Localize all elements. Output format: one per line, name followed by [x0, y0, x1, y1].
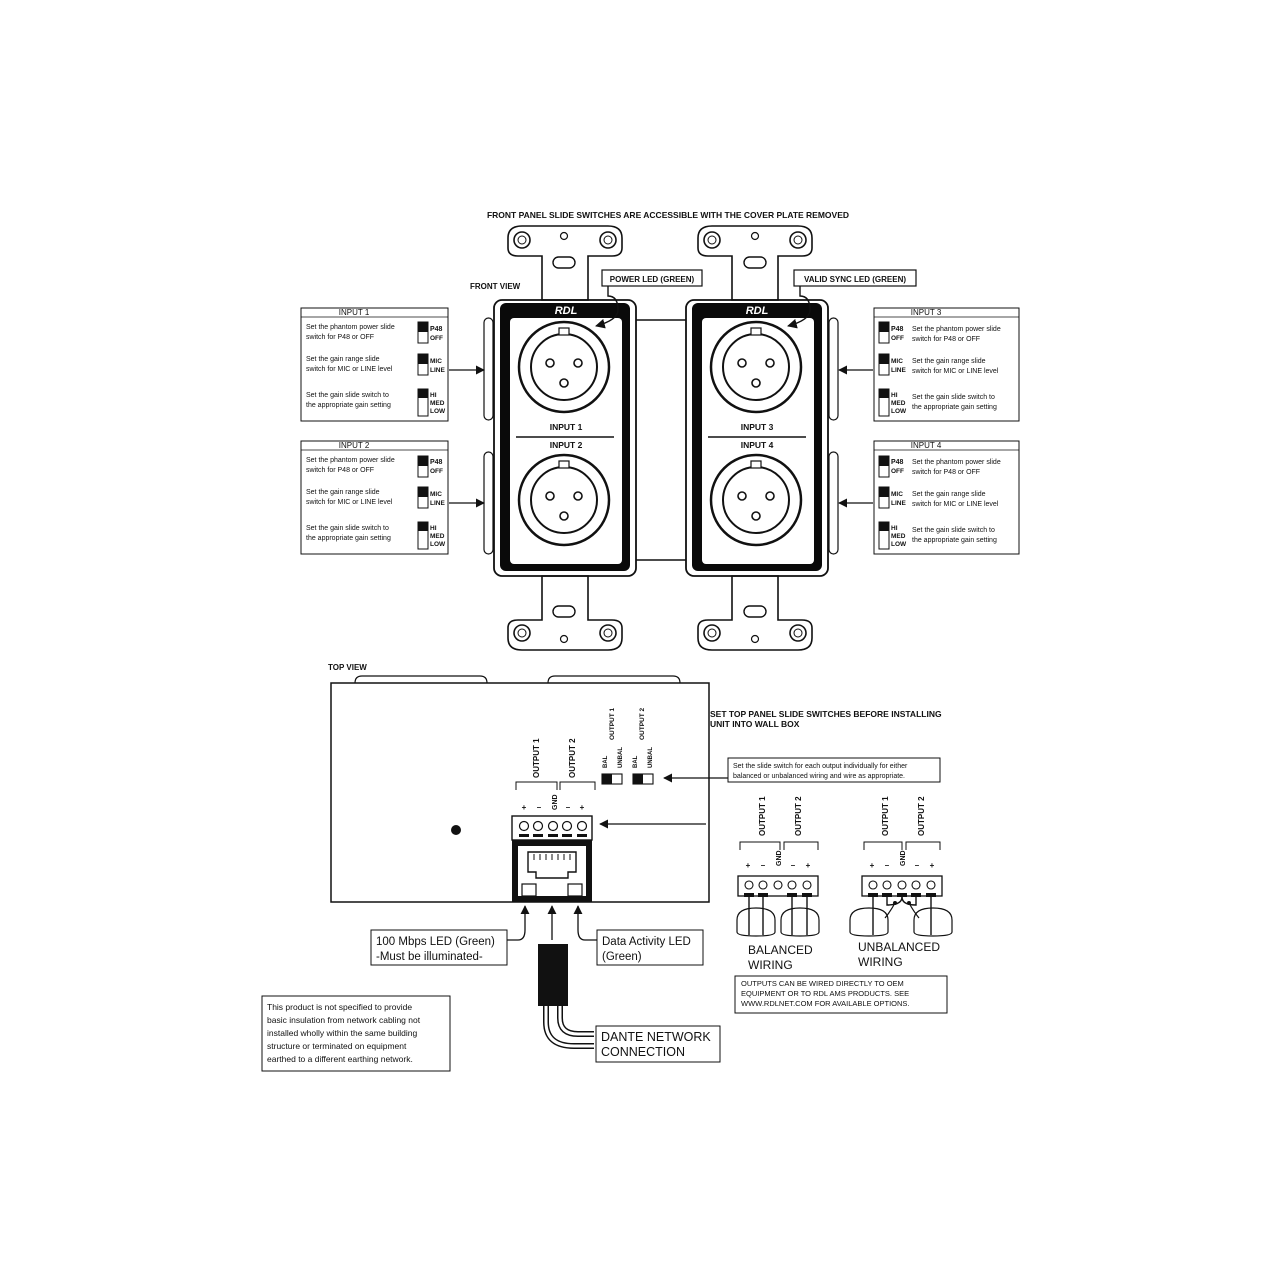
input2-range-line2: switch for MIC or LINE level — [306, 499, 393, 506]
input4-hi: HI — [891, 525, 898, 532]
input2-phantom-line1: Set the phantom power slide — [306, 457, 395, 464]
led-100mbps-line1: 100 Mbps LED (Green) — [376, 936, 495, 948]
input1-range-line1: Set the gain range slide — [306, 356, 380, 363]
insulation-note-line2: basic insulation from network cabling not — [267, 1015, 421, 1025]
chassis-pin-plus-2: + — [579, 803, 585, 812]
jack-label-input1: INPUT 1 — [549, 422, 583, 432]
chassis-output2-label: OUTPUT 2 — [568, 738, 577, 778]
jack-label-input3: INPUT 3 — [740, 422, 774, 432]
input4-range-line1: Set the gain range slide — [912, 491, 986, 498]
switch-output1-label: OUTPUT 1 — [609, 707, 616, 740]
input1-phantom-line2: switch for P48 or OFF — [306, 334, 375, 341]
front-view-label: FRONT VIEW — [470, 282, 521, 291]
input3-med: MED — [891, 400, 906, 407]
input3-hi: HI — [891, 392, 898, 399]
slide-note-line1: Set the slide switch for each output individually for either — [733, 763, 908, 770]
slide-note-line2: balanced or unbalanced wiring and wire as appropriate. — [733, 773, 905, 780]
input3-low: LOW — [891, 408, 907, 415]
chassis-pin-minus-2: – — [565, 803, 571, 812]
dante-network-line1: DANTE NETWORK — [601, 1030, 711, 1044]
insulation-note-line4: structure or terminated on equipment — [267, 1041, 407, 1051]
bal-unbal-switches — [602, 774, 653, 784]
input2-p48: P48 — [430, 459, 443, 466]
data-activity-line2: (Green) — [602, 951, 642, 963]
unbalanced-wiring-line2: WIRING — [858, 955, 903, 969]
input3-phantom-line2: switch for P48 or OFF — [912, 336, 981, 343]
input1-line: LINE — [430, 367, 445, 374]
chassis-pin-gnd: GND — [552, 794, 559, 810]
input1-phantom-line1: Set the phantom power slide — [306, 324, 395, 331]
input1-range-line2: switch for MIC or LINE level — [306, 366, 393, 373]
insulation-note-line1: This product is not specified to provide — [267, 1002, 413, 1012]
outputs-note-line2: EQUIPMENT OR TO RDL AMS PRODUCTS. SEE — [741, 989, 910, 998]
page-heading: FRONT PANEL SLIDE SWITCHES ARE ACCESSIBLE WITH THE COVER PLATE REMOVED — [486, 210, 850, 220]
switch2-unbal: UNBAL — [648, 747, 654, 768]
ethernet-cable — [538, 944, 594, 1046]
input4-med: MED — [891, 533, 906, 540]
input3-range-line2: switch for MIC or LINE level — [912, 368, 999, 375]
input3-p48: P48 — [891, 326, 904, 333]
balanced-output1-label: OUTPUT 1 — [758, 796, 767, 836]
insulation-note-line5: earthed to a different earthing network. — [267, 1054, 413, 1064]
input2-low: LOW — [430, 541, 446, 548]
input4-mic: MIC — [891, 491, 903, 498]
input2-gain-line2: the appropriate gain setting — [306, 535, 391, 542]
led-100mbps-line2: -Must be illuminated- — [376, 951, 483, 963]
outputs-note-line3: WWW.RDLNET.COM FOR AVAILABLE OPTIONS. — [741, 999, 910, 1008]
input2-phantom-line2: switch for P48 or OFF — [306, 467, 375, 474]
input3-box-title: INPUT 3 — [910, 308, 942, 317]
input3-range-line1: Set the gain range slide — [912, 358, 986, 365]
input1-off: OFF — [430, 335, 443, 342]
balanced-wiring-diagram — [737, 876, 819, 936]
input4-off: OFF — [891, 468, 904, 475]
input4-p48: P48 — [891, 459, 904, 466]
unbalanced-output1-label: OUTPUT 1 — [881, 796, 890, 836]
input3-gain-line2: the appropriate gain setting — [912, 404, 997, 411]
input2-range-line1: Set the gain range slide — [306, 489, 380, 496]
input2-hi: HI — [430, 525, 437, 532]
input3-gain-line1: Set the gain slide switch to — [912, 394, 995, 401]
input4-line: LINE — [891, 500, 906, 507]
terminal-block — [512, 816, 592, 840]
input1-low: LOW — [430, 408, 446, 415]
input3-mic: MIC — [891, 358, 903, 365]
switch1-unbal: UNBAL — [618, 747, 624, 768]
top-panel-note-line1: SET TOP PANEL SLIDE SWITCHES BEFORE INSTALLING — [710, 709, 942, 719]
insulation-note-line3: installed wholly within the same building — [267, 1028, 418, 1038]
input4-box-title: INPUT 4 — [910, 441, 942, 450]
input1-hi: HI — [430, 392, 437, 399]
input1-gain-line2: the appropriate gain setting — [306, 402, 391, 409]
bal-pin-minus-2: – — [790, 861, 796, 870]
input4-low: LOW — [891, 541, 907, 548]
brand-logo-right: RDL — [745, 305, 769, 317]
power-led-label: POWER LED (GREEN) — [609, 275, 695, 284]
top-view-label: TOP VIEW — [328, 663, 367, 672]
input2-gain-line1: Set the gain slide switch to — [306, 525, 389, 532]
unbalanced-wiring-line1: UNBALANCED — [858, 940, 941, 954]
input2-mic: MIC — [430, 491, 442, 498]
input1-p48: P48 — [430, 326, 443, 333]
chassis-output1-label: OUTPUT 1 — [532, 738, 541, 778]
balanced-wiring-line2: WIRING — [748, 958, 793, 972]
input2-med: MED — [430, 533, 445, 540]
balanced-output2-label: OUTPUT 2 — [794, 796, 803, 836]
input3-off: OFF — [891, 335, 904, 342]
unbal-pin-plus-1: + — [869, 861, 875, 870]
outputs-note-line1: OUTPUTS CAN BE WIRED DIRECTLY TO OEM — [741, 979, 904, 988]
unbal-pin-plus-2: + — [929, 861, 935, 870]
input4-phantom-line2: switch for P48 or OFF — [912, 469, 981, 476]
input1-box-title: INPUT 1 — [338, 308, 370, 317]
input4-phantom-line1: Set the phantom power slide — [912, 459, 1001, 466]
data-activity-line1: Data Activity LED — [602, 936, 691, 948]
jack-label-input4: INPUT 4 — [740, 440, 774, 450]
input1-med: MED — [430, 400, 445, 407]
input3-line: LINE — [891, 367, 906, 374]
input4-gain-line2: the appropriate gain setting — [912, 537, 997, 544]
bal-pin-plus-1: + — [745, 861, 751, 870]
input2-line: LINE — [430, 500, 445, 507]
unbal-pin-minus-1: – — [884, 861, 890, 870]
input4-gain-line1: Set the gain slide switch to — [912, 527, 995, 534]
input1-gain-line1: Set the gain slide switch to — [306, 392, 389, 399]
bal-pin-plus-2: + — [805, 861, 811, 870]
input4-range-line2: switch for MIC or LINE level — [912, 501, 999, 508]
dante-network-line2: CONNECTION — [601, 1045, 686, 1059]
switch-output2-label: OUTPUT 2 — [639, 707, 646, 740]
unbalanced-output2-label: OUTPUT 2 — [917, 796, 926, 836]
balanced-wiring-line1: BALANCED — [748, 943, 813, 957]
jack-label-input2: INPUT 2 — [549, 440, 583, 450]
unbal-pin-minus-2: – — [914, 861, 920, 870]
switch1-bal: BAL — [603, 755, 609, 768]
unbalanced-wiring-diagram — [850, 876, 952, 936]
brand-logo-left: RDL — [554, 305, 578, 317]
right-wallplate — [686, 226, 828, 650]
chassis-pin-plus-1: + — [521, 803, 527, 812]
bal-pin-gnd: GND — [776, 850, 783, 866]
valid-sync-led-label: VALID SYNC LED (GREEN) — [803, 275, 907, 284]
switch2-bal: BAL — [633, 755, 639, 768]
input3-phantom-line1: Set the phantom power slide — [912, 326, 1001, 333]
bal-pin-minus-1: – — [760, 861, 766, 870]
unbal-pin-gnd: GND — [900, 850, 907, 866]
chassis-pin-minus-1: – — [536, 803, 542, 812]
input2-box-title: INPUT 2 — [338, 441, 370, 450]
input1-mic: MIC — [430, 358, 442, 365]
rj45-port — [512, 840, 592, 902]
top-panel-note-line2: UNIT INTO WALL BOX — [710, 719, 800, 729]
input2-off: OFF — [430, 468, 443, 475]
